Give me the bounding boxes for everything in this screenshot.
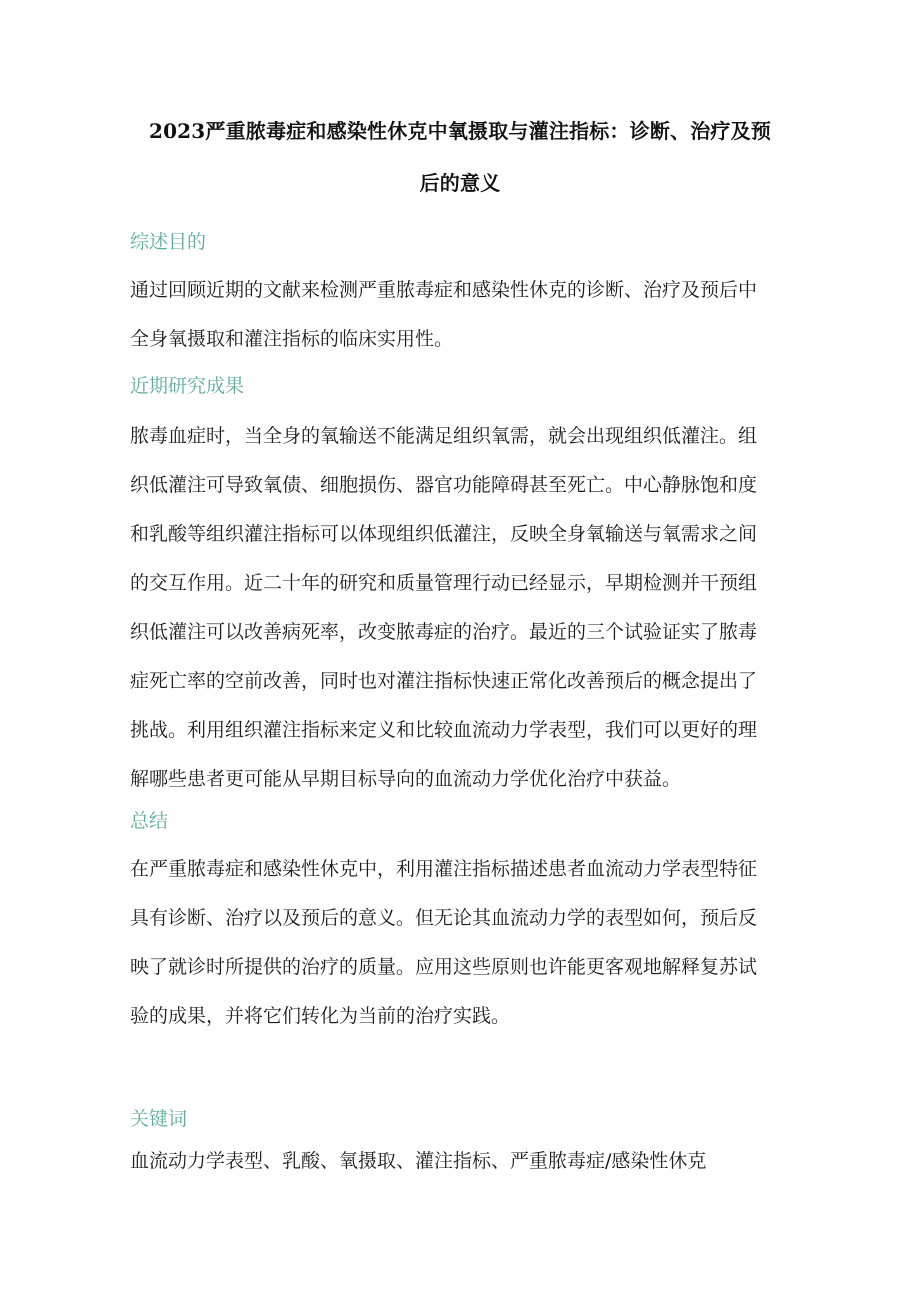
- paragraph-line: 的交互作用。近二十年的研究和质量管理行动已经显示，早期检测并干预组: [130, 572, 758, 594]
- section-body-findings: [130, 412, 795, 804]
- paragraph-line: 在严重脓毒症和感染性休克中，利用灌注指标描述患者血流动力学表型特征: [130, 858, 758, 880]
- paragraph-line: 织低灌注可导致氧债、细胞损伤、器官功能障碍甚至死亡。中心静脉饱和度: [130, 474, 758, 496]
- paragraph-line: 脓毒血症时，当全身的氧输送不能满足组织氧需，就会出现组织低灌注。组: [130, 425, 758, 447]
- paragraph-line: 和乳酸等组织灌注指标可以体现组织低灌注，反映全身氧输送与氧需求之间: [130, 523, 758, 545]
- paragraph-line: 具有诊断、治疗以及预后的意义。但无论其血流动力学的表型如何，预后反: [130, 907, 758, 929]
- section-heading-findings: 近期研究成果: [130, 375, 245, 397]
- section-body-summary: [130, 845, 795, 1041]
- section-heading-summary: 总结: [130, 810, 169, 832]
- paragraph-line: 症死亡率的空前改善，同时也对灌注指标快速正常化改善预后的概念提出了: [130, 670, 758, 692]
- document-title-line-1: 2023严重脓毒症和感染性休克中氧摄取与灌注指标：诊断、治疗及预: [148, 119, 772, 143]
- section-heading-aim: 综述目的: [130, 231, 207, 253]
- paragraph-line: 全身氧摄取和灌注指标的临床实用性。: [130, 328, 454, 350]
- document-title-line-2: 后的意义: [419, 171, 501, 195]
- section-body-keywords: [130, 1137, 795, 1186]
- paragraph-line: 挑战。利用组织灌注指标来定义和比较血流动力学表型，我们可以更好的理: [130, 719, 758, 741]
- paragraph-line: 映了就诊时所提供的治疗的质量。应用这些原则也许能更客观地解释复苏试: [130, 956, 758, 978]
- paragraph-line: 织低灌注可以改善病死率，改变脓毒症的治疗。最近的三个试验证实了脓毒: [130, 621, 758, 643]
- section-heading-keywords: 关键词: [130, 1108, 188, 1130]
- paragraph-line: 通过回顾近期的文献来检测严重脓毒症和感染性休克的诊断、治疗及预后中: [130, 279, 758, 301]
- paragraph-line: 解哪些患者更可能从早期目标导向的血流动力学优化治疗中获益。: [130, 768, 682, 790]
- section-body-aim: [130, 266, 795, 364]
- keywords-line: 血流动力学表型、乳酸、氧摄取、灌注指标、严重脓毒症/感染性休克: [130, 1150, 707, 1172]
- paragraph-line: 验的成果，并将它们转化为当前的治疗实践。: [130, 1005, 511, 1027]
